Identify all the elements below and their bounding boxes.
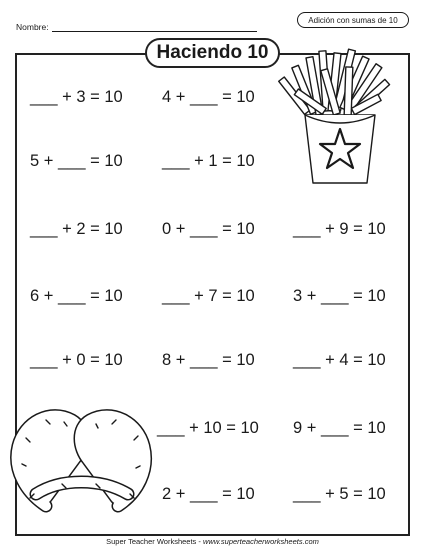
- problem: 4 + ___ = 10: [162, 88, 255, 106]
- name-label: Nombre:: [16, 22, 49, 32]
- footer: [0, 537, 425, 546]
- pretzel-icon: [6, 398, 156, 516]
- footer-separator: -: [196, 537, 203, 546]
- problem: 0 + ___ = 10: [162, 220, 255, 238]
- problem: ___ + 1 = 10: [162, 152, 255, 170]
- problem: ___ + 9 = 10: [293, 220, 386, 238]
- problem: 6 + ___ = 10: [30, 287, 123, 305]
- footer-brand: Super Teacher Worksheets: [106, 537, 197, 546]
- problem: 8 + ___ = 10: [162, 351, 255, 369]
- problem: 2 + ___ = 10: [162, 485, 255, 503]
- problem: ___ + 5 = 10: [293, 485, 386, 503]
- footer-url-link[interactable]: www.superteacherworksheets.com: [202, 537, 319, 546]
- problem: 5 + ___ = 10: [30, 152, 123, 170]
- french-fries-icon: [283, 45, 403, 195]
- problem: ___ + 10 = 10: [157, 419, 259, 437]
- problem: 3 + ___ = 10: [293, 287, 386, 305]
- page-title: Haciendo 10: [145, 38, 280, 68]
- problem: ___ + 3 = 10: [30, 88, 123, 106]
- topic-badge: Adición con sumas de 10: [297, 12, 409, 28]
- problem: ___ + 0 = 10: [30, 351, 123, 369]
- problem: ___ + 4 = 10: [293, 351, 386, 369]
- name-write-line[interactable]: [52, 31, 257, 32]
- problem: 9 + ___ = 10: [293, 419, 386, 437]
- problem: ___ + 2 = 10: [30, 220, 123, 238]
- problem: ___ + 7 = 10: [162, 287, 255, 305]
